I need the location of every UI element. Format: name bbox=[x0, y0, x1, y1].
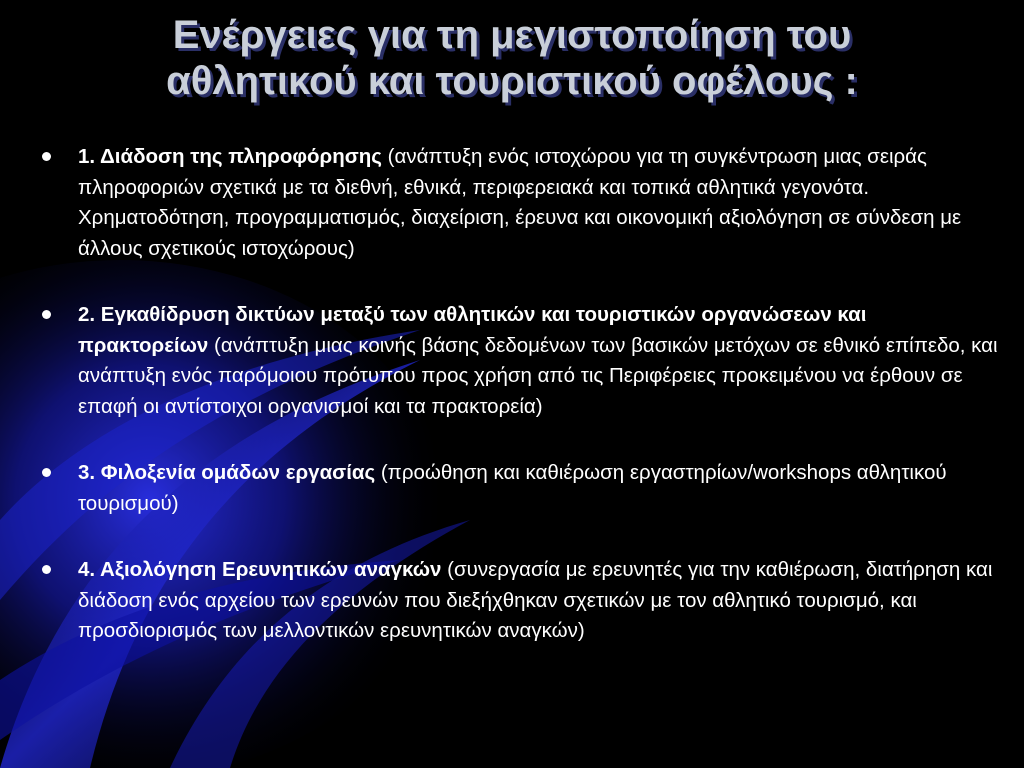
bullet-dot-icon bbox=[42, 310, 51, 319]
bullet-text: (συνεργασία με ερευνητές για την καθιέρωση, διατήρηση και διάδοση ενός αρχείου των ερευνών που διεξήχθηκαν σχετικών με τον αθλητικό τουρισμό, και προσδιορισμός των μελλοντικών ερευνητικών αναγκών) bbox=[78, 558, 993, 642]
bullet-heading: 1. Διάδοση της πληροφόρησης bbox=[78, 145, 382, 168]
bullet-item-3 bbox=[40, 458, 1000, 519]
slide-title-line-1: Ενέργειες για τη μεγιστοποίηση του bbox=[172, 13, 852, 57]
bullet-item-1 bbox=[40, 142, 1000, 264]
bullet-heading: 4. Αξιολόγηση Ερευνητικών αναγκών bbox=[78, 558, 442, 581]
bullet-item-4 bbox=[40, 555, 1000, 647]
bullet-item-2 bbox=[40, 300, 1000, 422]
bullet-dot-icon bbox=[42, 468, 51, 477]
bullet-dot-icon bbox=[42, 152, 51, 161]
slide-title bbox=[40, 12, 984, 104]
bullet-text: (ανάπτυξη μιας κοινής βάσης δεδομένων των βασικών μετόχων σε εθνικό επίπεδο, και ανάπτυξη ενός παρόμοιου πρότυπου προς χρήση από τις Περιφέρειες προκειμένου να έρθουν σε επαφή οι αντίστοιχοι οργανισμοί και τα πρακτορεία) bbox=[78, 333, 998, 418]
bullet-text: (προώθηση και καθιέρωση εργαστηρίων/workshops αθλητικού τουρισμού) bbox=[78, 461, 947, 515]
bullet-list bbox=[40, 142, 1000, 647]
bullet-text: (ανάπτυξη ενός ιστοχώρου για τη συγκέντρωση μιας σειράς πληροφοριών σχετικά με τα διεθνή, εθνικά, περιφερειακά και τοπικά αθλητικά γεγονότα. Χρηματοδότηση, προγραμματισμός, διαχείριση, έρευνα και οικονομική αξιολόγηση σε σύνδεση με άλλους σχετικούς ιστοχώρους) bbox=[78, 145, 962, 260]
bullet-heading: 2. Εγκαθίδρυση δικτύων μεταξύ των αθλητικών και τουριστικών οργανώσεων και πρακτορείων bbox=[78, 303, 867, 357]
bullet-heading: 3. Φιλοξενία ομάδων εργασίας bbox=[78, 461, 376, 484]
bullet-dot-icon bbox=[42, 565, 51, 574]
slide-title-line-2: αθλητικού και τουριστικού οφέλους : bbox=[166, 59, 858, 103]
